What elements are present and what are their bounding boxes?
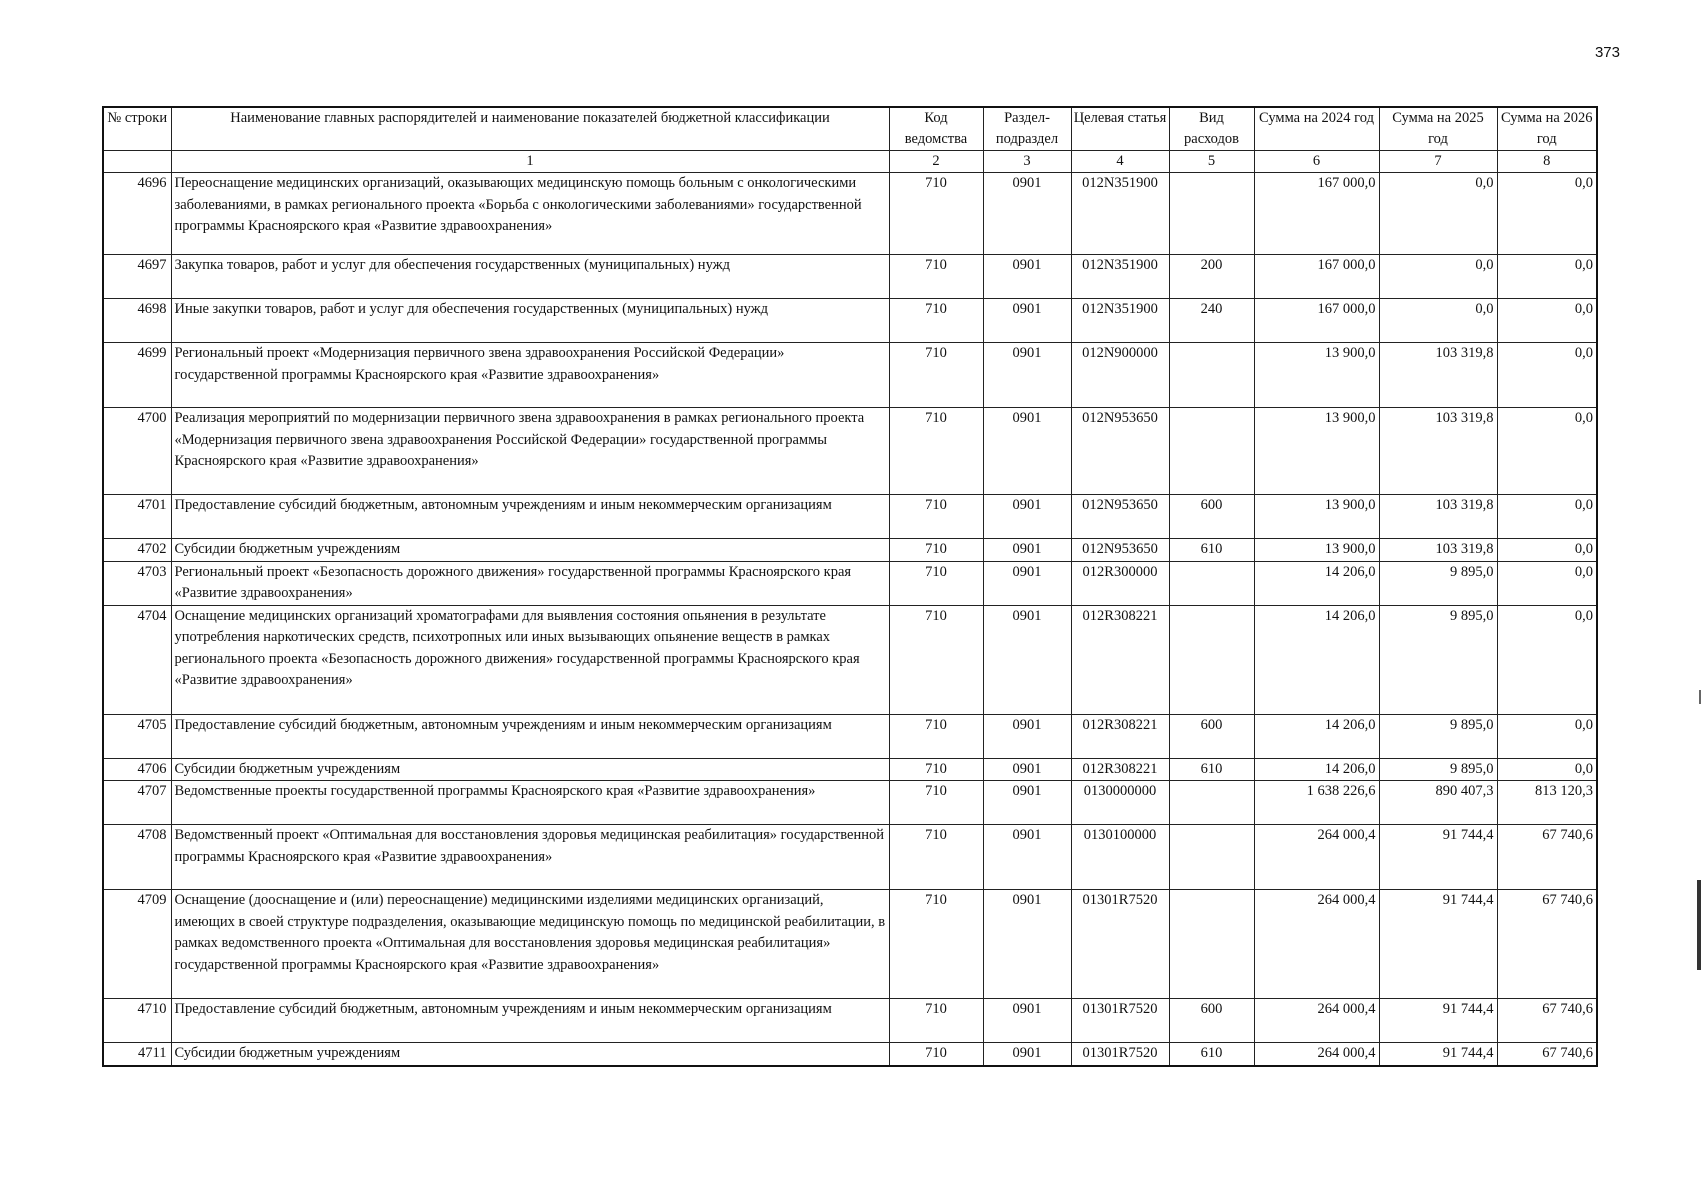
row-target-article: 012R308221 [1071,758,1169,781]
table-row [103,299,1597,343]
header-department-code: Код ведомства [889,107,983,151]
row-section: 0901 [983,714,1071,758]
row-section: 0901 [983,825,1071,890]
row-number: 4711 [103,1043,171,1066]
row-sum-2024: 264 000,4 [1254,825,1379,890]
row-sum-2024: 13 900,0 [1254,343,1379,408]
row-name: Региональный проект «Модернизация первичного звена здравоохранения Российской Федерации» государственной программы Красноярского края «Развитие здравоохранения» [171,343,889,408]
row-expense-type [1169,781,1254,825]
row-sum-2025: 91 744,4 [1379,825,1497,890]
row-number: 4705 [103,714,171,758]
row-sum-2024: 167 000,0 [1254,255,1379,299]
row-sum-2026: 0,0 [1497,714,1597,758]
row-number: 4708 [103,825,171,890]
row-target-article: 012N953650 [1071,408,1169,495]
row-section: 0901 [983,173,1071,255]
table-row [103,825,1597,890]
row-sum-2024: 167 000,0 [1254,173,1379,255]
row-department-code: 710 [889,299,983,343]
row-expense-type [1169,890,1254,999]
header-row [103,107,1597,151]
header-name: Наименование главных распорядителей и наименование показателей бюджетной классификации [171,107,889,151]
table-row [103,758,1597,781]
row-target-article: 012R308221 [1071,714,1169,758]
row-expense-type: 200 [1169,255,1254,299]
row-expense-type: 600 [1169,999,1254,1043]
row-sum-2024: 14 206,0 [1254,758,1379,781]
row-sum-2024: 264 000,4 [1254,999,1379,1043]
row-expense-type: 610 [1169,1043,1254,1066]
column-number: 1 [171,151,889,173]
row-sum-2025: 890 407,3 [1379,781,1497,825]
row-number: 4710 [103,999,171,1043]
table-row [103,999,1597,1043]
row-sum-2025: 103 319,8 [1379,408,1497,495]
row-section: 0901 [983,999,1071,1043]
row-sum-2025: 0,0 [1379,173,1497,255]
row-name: Иные закупки товаров, работ и услуг для обеспечения государственных (муниципальных) нужд [171,299,889,343]
row-number: 4709 [103,890,171,999]
row-sum-2025: 9 895,0 [1379,561,1497,605]
row-sum-2025: 103 319,8 [1379,343,1497,408]
row-name: Реализация мероприятий по модернизации первичного звена здравоохранения в рамках регионального проекта «Модернизация первичного звена здравоохранения Российской Федерации» государственной программы Красноярского края «Развитие здравоохранения» [171,408,889,495]
row-sum-2025: 91 744,4 [1379,1043,1497,1066]
row-number: 4706 [103,758,171,781]
row-target-article: 0130100000 [1071,825,1169,890]
row-sum-2025: 0,0 [1379,255,1497,299]
column-number [103,151,171,173]
row-sum-2026: 0,0 [1497,758,1597,781]
row-number: 4699 [103,343,171,408]
column-number: 8 [1497,151,1597,173]
row-name: Переоснащение медицинских организаций, оказывающих медицинскую помощь больным с онкологическими заболеваниями, в рамках регионального проекта «Борьба с онкологическими заболеваниями» государственной программы Красноярского края «Развитие здравоохранения» [171,173,889,255]
row-section: 0901 [983,758,1071,781]
page-number: 373 [1594,44,1620,61]
row-sum-2024: 167 000,0 [1254,299,1379,343]
row-target-article: 0130000000 [1071,781,1169,825]
column-number: 7 [1379,151,1497,173]
row-department-code: 710 [889,825,983,890]
row-sum-2025: 103 319,8 [1379,495,1497,539]
row-name: Субсидии бюджетным учреждениям [171,539,889,562]
row-sum-2024: 14 206,0 [1254,714,1379,758]
row-department-code: 710 [889,561,983,605]
row-department-code: 710 [889,495,983,539]
table-row [103,255,1597,299]
row-expense-type [1169,825,1254,890]
table-row [103,539,1597,562]
row-sum-2025: 103 319,8 [1379,539,1497,562]
row-name: Ведомственные проекты государственной программы Красноярского края «Развитие здравоохранения» [171,781,889,825]
row-section: 0901 [983,781,1071,825]
row-name: Закупка товаров, работ и услуг для обеспечения государственных (муниципальных) нужд [171,255,889,299]
row-sum-2026: 0,0 [1497,539,1597,562]
row-sum-2024: 264 000,4 [1254,890,1379,999]
row-sum-2026: 0,0 [1497,173,1597,255]
row-sum-2024: 13 900,0 [1254,408,1379,495]
row-department-code: 710 [889,539,983,562]
row-name: Оснащение медицинских организаций хроматографами для выявления состояния опьянения в результате употребления наркотических средств, психотропных или иных вызывающих опьянение веществ в рамках регионального проекта «Безопасность дорожного движения» государственной программы Красноярского края «Развитие здравоохранения» [171,605,889,714]
row-department-code: 710 [889,714,983,758]
row-department-code: 710 [889,605,983,714]
row-expense-type: 610 [1169,758,1254,781]
row-sum-2026: 813 120,3 [1497,781,1597,825]
table-row [103,343,1597,408]
row-number: 4704 [103,605,171,714]
table-row [103,408,1597,495]
header-sum-2024: Сумма на 2024 год [1254,107,1379,151]
row-expense-type [1169,173,1254,255]
row-expense-type: 240 [1169,299,1254,343]
row-sum-2025: 9 895,0 [1379,714,1497,758]
row-sum-2026: 0,0 [1497,255,1597,299]
row-section: 0901 [983,890,1071,999]
row-number: 4707 [103,781,171,825]
row-sum-2024: 13 900,0 [1254,539,1379,562]
row-target-article: 012R300000 [1071,561,1169,605]
row-expense-type [1169,561,1254,605]
row-number: 4700 [103,408,171,495]
row-department-code: 710 [889,255,983,299]
row-sum-2024: 14 206,0 [1254,605,1379,714]
row-expense-type: 610 [1169,539,1254,562]
row-name: Ведомственный проект «Оптимальная для восстановления здоровья медицинская реабилитация» государственной программы Красноярского края «Развитие здравоохранения» [171,825,889,890]
column-number-row [103,151,1597,173]
row-sum-2026: 67 740,6 [1497,999,1597,1043]
table-row [103,173,1597,255]
row-expense-type [1169,605,1254,714]
table-row [103,1043,1597,1066]
table-row [103,781,1597,825]
column-number: 2 [889,151,983,173]
row-name: Субсидии бюджетным учреждениям [171,1043,889,1066]
row-expense-type: 600 [1169,495,1254,539]
row-section: 0901 [983,255,1071,299]
row-number: 4697 [103,255,171,299]
row-section: 0901 [983,605,1071,714]
row-target-article: 012R308221 [1071,605,1169,714]
row-name: Предоставление субсидий бюджетным, автономным учреждениям и иным некоммерческим организациям [171,495,889,539]
table-row [103,561,1597,605]
row-name: Предоставление субсидий бюджетным, автономным учреждениям и иным некоммерческим организациям [171,999,889,1043]
row-sum-2025: 9 895,0 [1379,605,1497,714]
row-name: Субсидии бюджетным учреждениям [171,758,889,781]
row-expense-type: 600 [1169,714,1254,758]
row-target-article: 012N351900 [1071,299,1169,343]
row-number: 4696 [103,173,171,255]
row-sum-2026: 0,0 [1497,605,1597,714]
column-number: 5 [1169,151,1254,173]
row-sum-2026: 0,0 [1497,495,1597,539]
row-department-code: 710 [889,781,983,825]
header-sum-2025: Сумма на 2025 год [1379,107,1497,151]
row-sum-2025: 0,0 [1379,299,1497,343]
row-sum-2025: 91 744,4 [1379,999,1497,1043]
row-name: Региональный проект «Безопасность дорожного движения» государственной программы Красноярского края «Развитие здравоохранения» [171,561,889,605]
row-target-article: 01301R7520 [1071,1043,1169,1066]
row-sum-2025: 91 744,4 [1379,890,1497,999]
row-sum-2026: 0,0 [1497,343,1597,408]
row-number: 4701 [103,495,171,539]
row-department-code: 710 [889,343,983,408]
row-sum-2026: 67 740,6 [1497,825,1597,890]
column-number: 4 [1071,151,1169,173]
header-section: Раздел-подраздел [983,107,1071,151]
row-department-code: 710 [889,890,983,999]
row-department-code: 710 [889,408,983,495]
row-target-article: 012N351900 [1071,173,1169,255]
table-row [103,890,1597,999]
row-section: 0901 [983,299,1071,343]
row-name: Оснащение (дооснащение и (или) переоснащение) медицинскими изделиями медицинских организаций, имеющих в своей структуре подразделения, оказывающие медицинскую помощь по медицинской реабилитации, в рамках ведомственного проекта «Оптимальная для восстановления здоровья медицинская реабилитация» государственной программы Красноярского края «Развитие здравоохранения» [171,890,889,999]
row-sum-2026: 0,0 [1497,299,1597,343]
table-body [103,173,1597,1066]
row-section: 0901 [983,495,1071,539]
row-name: Предоставление субсидий бюджетным, автономным учреждениям и иным некоммерческим организациям [171,714,889,758]
row-sum-2024: 13 900,0 [1254,495,1379,539]
row-target-article: 012N351900 [1071,255,1169,299]
row-sum-2026: 67 740,6 [1497,1043,1597,1066]
row-number: 4702 [103,539,171,562]
row-expense-type [1169,408,1254,495]
row-target-article: 01301R7520 [1071,890,1169,999]
row-section: 0901 [983,1043,1071,1066]
row-sum-2026: 0,0 [1497,408,1597,495]
table-row [103,605,1597,714]
table-row [103,495,1597,539]
row-sum-2026: 67 740,6 [1497,890,1597,999]
row-section: 0901 [983,408,1071,495]
header-sum-2026: Сумма на 2026 год [1497,107,1597,151]
scan-edge-mark [1699,690,1701,704]
row-department-code: 710 [889,1043,983,1066]
row-sum-2024: 14 206,0 [1254,561,1379,605]
row-section: 0901 [983,561,1071,605]
header-target-article: Целевая статья [1071,107,1169,151]
column-number: 3 [983,151,1071,173]
row-sum-2026: 0,0 [1497,561,1597,605]
row-department-code: 710 [889,999,983,1043]
row-sum-2024: 1 638 226,6 [1254,781,1379,825]
row-department-code: 710 [889,173,983,255]
row-section: 0901 [983,539,1071,562]
row-number: 4703 [103,561,171,605]
row-number: 4698 [103,299,171,343]
table-header [103,107,1597,173]
row-sum-2024: 264 000,4 [1254,1043,1379,1066]
row-target-article: 012N900000 [1071,343,1169,408]
row-department-code: 710 [889,758,983,781]
row-section: 0901 [983,343,1071,408]
header-expense-type: Вид расходов [1169,107,1254,151]
row-target-article: 012N953650 [1071,539,1169,562]
row-target-article: 01301R7520 [1071,999,1169,1043]
row-expense-type [1169,343,1254,408]
row-sum-2025: 9 895,0 [1379,758,1497,781]
header-row-number: № строки [103,107,171,151]
column-number: 6 [1254,151,1379,173]
row-target-article: 012N953650 [1071,495,1169,539]
table-row [103,714,1597,758]
scan-edge-mark [1697,880,1701,970]
budget-table [102,106,1598,1067]
